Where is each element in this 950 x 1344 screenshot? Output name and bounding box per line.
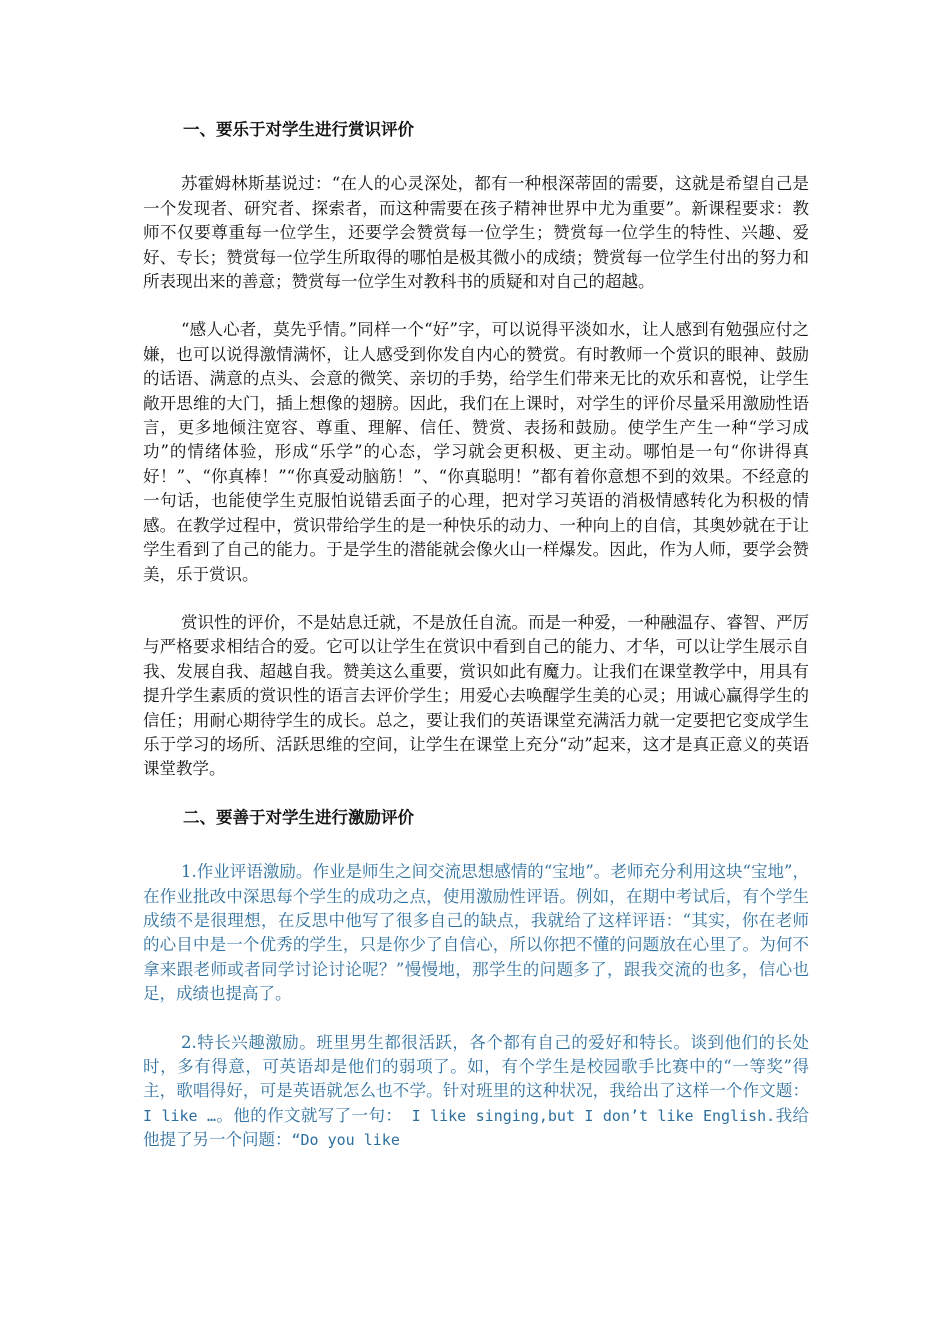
- section-1-paragraph-1: 苏霍姆林斯基说过：“在人的心灵深处，都有一种根深蒂固的需要，这就是希望自己是一个发现者、研究者、探索者，而这种需要在孩子精神世界中尤为重要”。新课程要求：教师不仅要尊重每一位学生，还要学会赞赏每一位学生；赞赏每一位学生的特性、兴趣、爱好、专长；赞赏每一位学生所取得的哪怕是极其微小的成绩；赞赏每一位学生付出的努力和所表现出来的善意；赞赏每一位学生对教科书的质疑和对自己的超越。: [143, 174, 809, 292]
- section-1-heading: 一、要乐于对学生进行赏识评价: [183, 120, 414, 139]
- document-page: [143, 118, 809, 1177]
- paragraph-2-mid: 。他的作文就写了一句：: [216, 1105, 403, 1125]
- section-2-paragraph-2: [143, 1031, 809, 1153]
- paragraph-2-english-3: “Do you like: [291, 1131, 400, 1150]
- paragraph-2-english-1: I like …: [143, 1106, 217, 1125]
- paragraph-2-mid-2: 我给他提了另一个问题：: [143, 1105, 809, 1150]
- section-2-heading: 二、要善于对学生进行激励评价: [183, 807, 414, 827]
- section-1-paragraph-3: 赏识性的评价，不是姑息迁就，不是放任自流。而是一种爱，一种融温存、睿智、严厉与严格要求相结合的爱。它可以让学生在赏识中看到自己的能力、才华，可以让学生展示自我、发展自我、超越自我。赞美这么重要，赏识如此有魔力。让我们在课堂教学中，用具有提升学生素质的赏识性的语言去评价学生；用爱心去唤醒学生美的心灵；用诚心赢得学生的信任；用耐心期待学生的成长。总之，要让我们的英语课堂充满活力就一定要把它变成学生乐于学习的场所、活跃思维的空间，让学生在课堂上充分“动”起来，这才是真正意义的英语课堂教学。: [143, 612, 809, 779]
- section-1-paragraph-2: “感人心者，莫先乎情。”同样一个“好”字，可以说得平淡如水，让人感到有勉强应付之嫌，也可以说得激情满怀，让人感受到你发自内心的赞赏。有时教师一个赏识的眼神、鼓励的话语、满意的点头、会意的微笑、亲切的手势，给学生们带来无比的欢乐和喜悦，让学生敞开思维的大门，插上想像的翅膀。因此，我们在上课时，对学生的评价尽量采用激励性语言，更多地倾注宽容、尊重、理解、信任、赞赏、表扬和鼓励。使学生产生一种“学习成功”的情绪体验，形成“乐学”的心态，学习就会更积极、更主动。哪怕是一句“你讲得真好！”、“你真棒！”“你真爱动脑筋！”、“你真聪明！”都有着你意想不到的效果。不经意的一句话，也能使学生克服怕说错丢面子的心理，把对学习英语的消极情感转化为积极的情感。在教学过程中，赏识带给学生的是一种快乐的动力、一种向上的自信，其奥妙就在于让学生看到了自己的能力。于是学生的潜能就会像火山一样爆发。因此，作为人师，要学会赞美，乐于赏识。: [143, 320, 809, 584]
- section-2-paragraph-1: 1.作业评语激励。作业是师生之间交流思想感情的“宝地”。老师充分利用这块“宝地”，在作业批改中深思每个学生的成功之点，使用激励性评语。例如，在期中考试后，有个学生成绩不是很理想，在反思中他写了很多自己的缺点，我就给了这样评语：“其实，你在老师的心目中是一个优秀的学生，只是你少了自信心，所以你把不懂的问题放在心里了。为何不拿来跟老师或者同学讨论讨论呢？”慢慢地，那学生的问题多了，跟我交流的也多，信心也足，成绩也提高了。: [143, 862, 809, 1004]
- paragraph-2-text: 2.特长兴趣激励。班里男生都很活跃，各个都有自己的爱好和特长。谈到他们的长处时，多有得意，可英语却是他们的弱项了。如，有个学生是校园歌手比赛中的“一等奖”得主，歌唱得好，可是英语就怎么也不学。针对班里的这种状况，我给出了这样一个作文题：: [143, 1032, 809, 1101]
- paragraph-2-english-2: I like singing,but I don’t like English.: [402, 1106, 776, 1125]
